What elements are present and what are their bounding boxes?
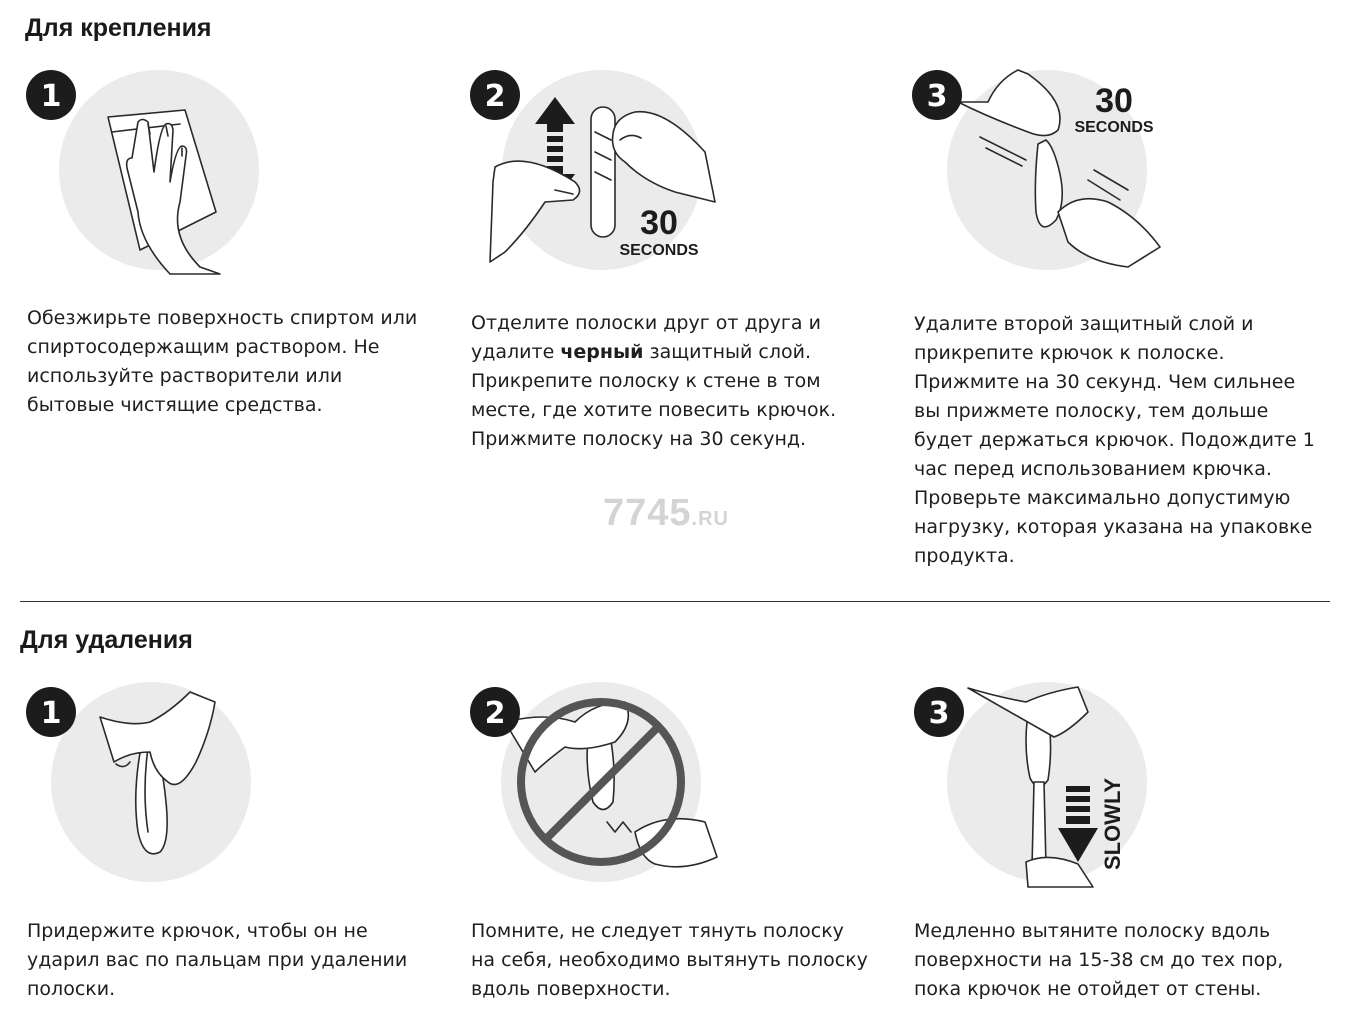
attach-step-2-text-before: Отделите полоски друг от друга и удалите — [471, 312, 821, 363]
pull-slowly-icon — [908, 682, 1168, 892]
step-number: 3 — [926, 79, 948, 114]
attach-step-2-text-bold: черный — [560, 341, 644, 363]
attach-step-1-text: Обезжирьте поверхность спиртом или спиртосодержащим раствором. Не используйте растворители или бытовые чистящие средства. — [27, 307, 418, 416]
step-number: 1 — [40, 696, 62, 731]
step-number: 3 — [928, 696, 950, 731]
remove-step-2-text: Помните, не следует тянуть полоску на себя, необходимо вытянуть полоску вдоль поверхности. — [471, 920, 868, 1000]
attach-step-3-text: Удалите второй защитный слой и прикрепите крючок к полоске. Прижмите на 30 секунд. Чем сильнее вы прижмете полоску, тем дольше будет держаться крючок. Подождите 1 час перед использованием крючка. Проверьте максимально допустимую нагрузку, которая указана на упаковке продукта. — [914, 313, 1315, 567]
watermark-suffix: .RU — [691, 508, 729, 530]
wipe-surface-icon — [20, 62, 270, 277]
do-not-pull-icon — [465, 682, 725, 892]
watermark-main: 7745 — [603, 492, 692, 534]
remove-section-title: Для удаления — [20, 626, 193, 654]
watermark — [603, 492, 729, 535]
seconds-label: SECONDS — [1074, 119, 1154, 136]
step-number: 2 — [484, 79, 506, 114]
remove-step-3-text: Медленно вытяните полоску вдоль поверхности на 15-38 см до тех пор, пока крючок не отойдет от стены. — [914, 920, 1284, 1000]
peel-strip-icon — [465, 62, 725, 277]
seconds-value: 30 — [1095, 82, 1133, 120]
section-divider — [20, 601, 1330, 602]
step-number: 2 — [484, 696, 506, 731]
attach-step-2-text — [471, 309, 871, 454]
attach-section-title: Для крепления — [25, 14, 212, 42]
remove-step-1-text: Придержите крючок, чтобы он не ударил вас по пальцам при удалении полоски. — [27, 920, 408, 1000]
hold-hook-icon — [20, 682, 270, 892]
slowly-label: SLOWLY — [1100, 777, 1125, 871]
seconds-label: SECONDS — [619, 242, 699, 259]
attach-step-2-text-after: защитный слой. Прикрепите полоску к стене в том месте, где хотите повесить крючок. Прижмите полоску на 30 секунд. — [471, 341, 837, 450]
seconds-value: 30 — [640, 204, 678, 242]
press-hook-icon — [908, 62, 1168, 277]
step-number: 1 — [40, 79, 62, 114]
